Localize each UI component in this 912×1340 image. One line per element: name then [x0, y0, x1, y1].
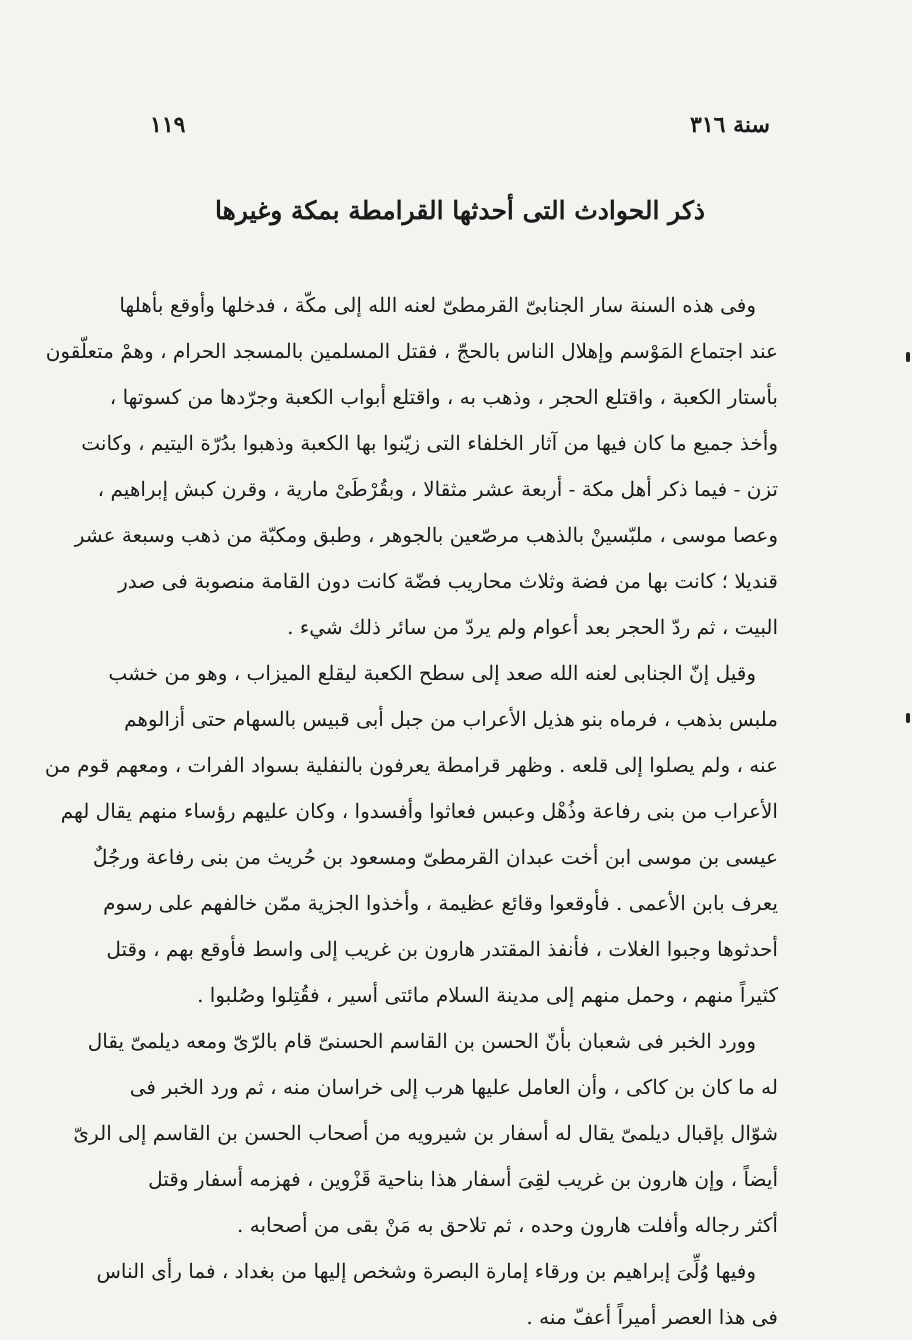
text-line: ملبس بذهب ، فرماه بنو هذيل الأعراب من جبل أبى قبيس بالسهام حتى أزالوهم	[124, 707, 778, 731]
section-title: ذكر الحوادث التى أحدثها القرامطة بمكة وغيرها	[214, 196, 705, 225]
text-line: تزن - فيما ذكر أهل مكة - أربعة عشر مثقالا ، وبقُرْطَىْ مارية ، وقرن كبش إبراهيم ،	[97, 477, 778, 501]
paragraph-2	[44, 650, 778, 1018]
text-line: وورد الخبر فى شعبان بأنّ الحسن بن القاسم الحسنىّ قام بالرّىّ ومعه ديلمىّ يقال	[87, 1029, 756, 1053]
text-line: له ما كان بن كاكى ، وأن العامل عليها هرب إلى خراسان منه ، ثم ورد الخبر فى	[129, 1075, 778, 1099]
margin-mark	[906, 352, 910, 362]
text-line: عيسى بن موسى ابن أخت عبدان القرمطىّ ومسعود بن حُريث من بنى رفاعة ورجُلٌ	[92, 845, 778, 869]
paragraph-3	[73, 1018, 778, 1248]
text-line: البيت ، ثم ردّ الحجر بعد أعوام ولم يردّ من سائر ذلك شيء .	[287, 615, 778, 639]
text-line: وفيها وُلِّىَ إبراهيم بن ورقاء إمارة البصرة وشخص إليها من بغداد ، فما رأى الناس	[96, 1259, 756, 1283]
page-number: ١١٩	[150, 112, 186, 138]
text-line: بأستار الكعبة ، واقتلع الحجر ، وذهب به ، واقتلع أبواب الكعبة وجرّدها من كسوتها ،	[109, 385, 778, 409]
page-header	[150, 112, 770, 152]
text-line: أحدثوها وجبوا الغلات ، فأنفذ المقتدر هارون بن غريب إلى واسط فأوقع بهم ، وقتل	[106, 937, 778, 961]
running-head-year: سنة ٣١٦	[690, 112, 770, 138]
text-line: يعرف بابن الأعمى . فأوقعوا وقائع عظيمة ، وأخذوا الجزية ممّن خالفهم على رسوم	[103, 891, 778, 915]
text-line: عنه ، ولم يصلوا إلى قلعه . وظهر قرامطة يعرفون بالنفلية بسواد الفرات ، ومعهم قوم من	[44, 753, 778, 777]
text-line: وفى هذه السنة سار الجنابىّ القرمطىّ لعنه الله إلى مكّة ، فدخلها وأوقع بأهلها	[119, 293, 756, 317]
text-line: قنديلا ؛ كانت بها من فضة وثلاث محاريب فضّة كانت دون القامة منصوبة فى صدر	[118, 569, 778, 593]
text-line: أكثر رجاله وأفلت هارون وحده ، ثم تلاحق به مَنْ بقى من أصحابه .	[237, 1213, 778, 1237]
paragraph-4	[96, 1248, 778, 1340]
text-line: شوّال بإقبال ديلمىّ يقال له أسفار بن شيرويه من أصحاب الحسن بن القاسم إلى الرىّ	[73, 1121, 778, 1145]
margin-mark	[906, 713, 910, 723]
text-line: وعصا موسى ، ملبّسينْ بالذهب مرصّعين بالجوهر ، وطبق ومكبّة من ذهب وسبعة عشر	[74, 523, 778, 547]
text-line: الأعراب من بنى رفاعة وذُهْل وعبس فعاثوا وأفسدوا ، وكان عليهم رؤساء منهم يقال لهم	[60, 799, 778, 823]
text-line: أيضاً ، وإن هارون بن غريب لقِىَ أسفار هذا بناحية قَزْوين ، فهزمه أسفار وقتل	[148, 1167, 778, 1191]
text-line: فى هذا العصر أميراً أعفّ منه .	[526, 1305, 778, 1329]
paragraph-1	[45, 282, 778, 650]
text-line: وأخذ جميع ما كان فيها من آثار الخلفاء التى زيّنوا بها الكعبة وذهبوا بدُرّة اليتيم ، وكانت	[81, 431, 778, 455]
text-line: وقيل إنّ الجنابى لعنه الله صعد إلى سطح الكعبة ليقلع الميزاب ، وهو من خشب	[108, 661, 756, 685]
text-line: عند اجتماع المَوْسم وإهلال الناس بالحجّ ، فقتل المسلمين بالمسجد الحرام ، وهمْ متعلّقون	[45, 339, 778, 363]
body-text	[44, 282, 778, 1340]
text-line: كثيراً منهم ، وحمل منهم إلى مدينة السلام مائتى أسير ، فقُتِلوا وصُلبوا .	[197, 983, 778, 1007]
